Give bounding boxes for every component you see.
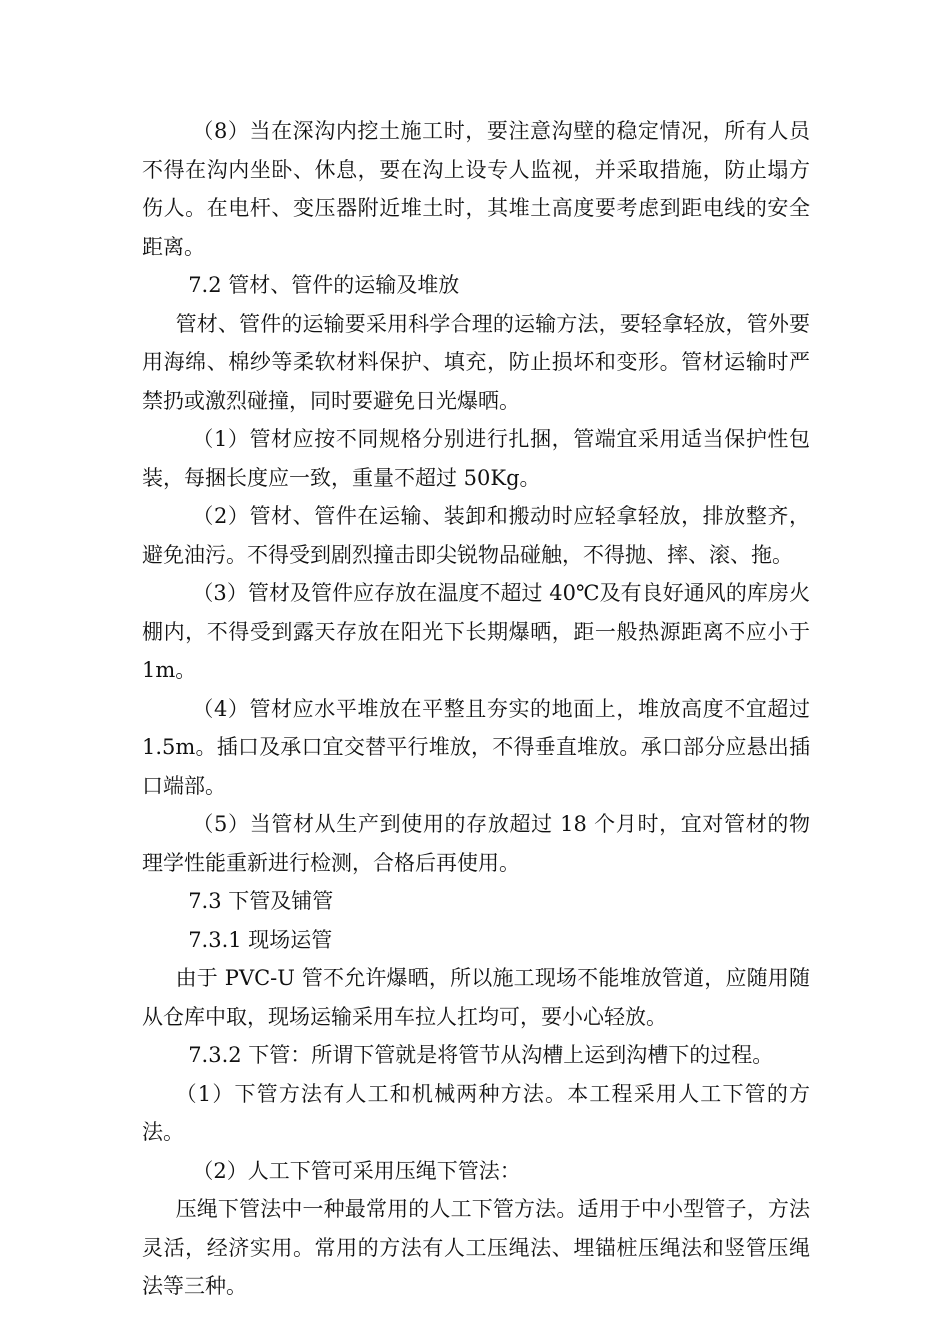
- paragraph-item-2: （2）管材、管件在运输、装卸和搬动时应轻拿轻放，排放整齐，避免油污。不得受到剧烈撞击即尖锐物品碰触，不得抛、摔、滚、拖。: [142, 504, 810, 567]
- paragraph-rope-method: 压绳下管法中一种最常用的人工下管方法。适用于中小型管子，方法灵活，经济实用。常用的方法有人工压绳法、埋锚桩压绳法和竖管压绳法等三种。: [142, 1197, 810, 1298]
- paragraph-item-8: （8）当在深沟内挖土施工时，要注意沟壁的稳定情况，所有人员不得在沟内坐卧、休息，要在沟上设专人监视，并采取措施，防止塌方伤人。在电杆、变压器附近堆土时，其堆土高度要考虑到距电线的安全距离。: [142, 119, 810, 259]
- paragraph-lowering-item-1: （1）下管方法有人工和机械两种方法。本工程采用人工下管的方法。: [142, 1081, 810, 1144]
- section-heading-7-3: 7.3 下管及铺管: [188, 889, 334, 913]
- paragraph-item-3: （3）管材及管件应存放在温度不超过 40℃及有良好通风的库房火棚内，不得受到露天存放在阳光下长期爆晒，距一般热源距离不应小于 1m。: [142, 581, 810, 682]
- paragraph-transport-intro: 管材、管件的运输要采用科学合理的运输方法，要轻拿轻放，管外要用海绵、棉纱等柔软材料保护、填充，防止损坏和变形。管材运输时严禁扔或激烈碰撞，同时要避免日光爆晒。: [142, 311, 810, 413]
- section-heading-7-3-2: 7.3.2 下管：所谓下管就是将管节从沟槽上运到沟槽下的过程。: [188, 1043, 774, 1067]
- paragraph-item-1: （1）管材应按不同规格分别进行扎捆，管端宜采用适当保护性包装，每捆长度应一致，重量不超过 50Kg。: [142, 427, 810, 490]
- section-heading-7-3-1: 7.3.1 现场运管: [188, 927, 333, 952]
- paragraph-item-4: （4）管材应水平堆放在平整且夯实的地面上，堆放高度不宜超过 1.5m。插口及承口宜交替平行堆放，不得垂直堆放。承口部分应悬出插口端部。: [142, 696, 810, 798]
- document-body: [142, 112, 810, 1306]
- section-heading-7-2: 7.2 管材、管件的运输及堆放: [188, 273, 460, 297]
- paragraph-item-5: （5）当管材从生产到使用的存放超过 18 个月时，宜对管材的物理学性能重新进行检测，合格后再使用。: [142, 812, 810, 875]
- paragraph-lowering-item-2: （2）人工下管可采用压绳下管法：: [192, 1158, 521, 1183]
- paragraph-site-transport: 由于 PVC-U 管不允许爆晒，所以施工现场不能堆放管道，应随用随从仓库中取，现场运输采用车拉人扛均可，要小心轻放。: [142, 966, 810, 1029]
